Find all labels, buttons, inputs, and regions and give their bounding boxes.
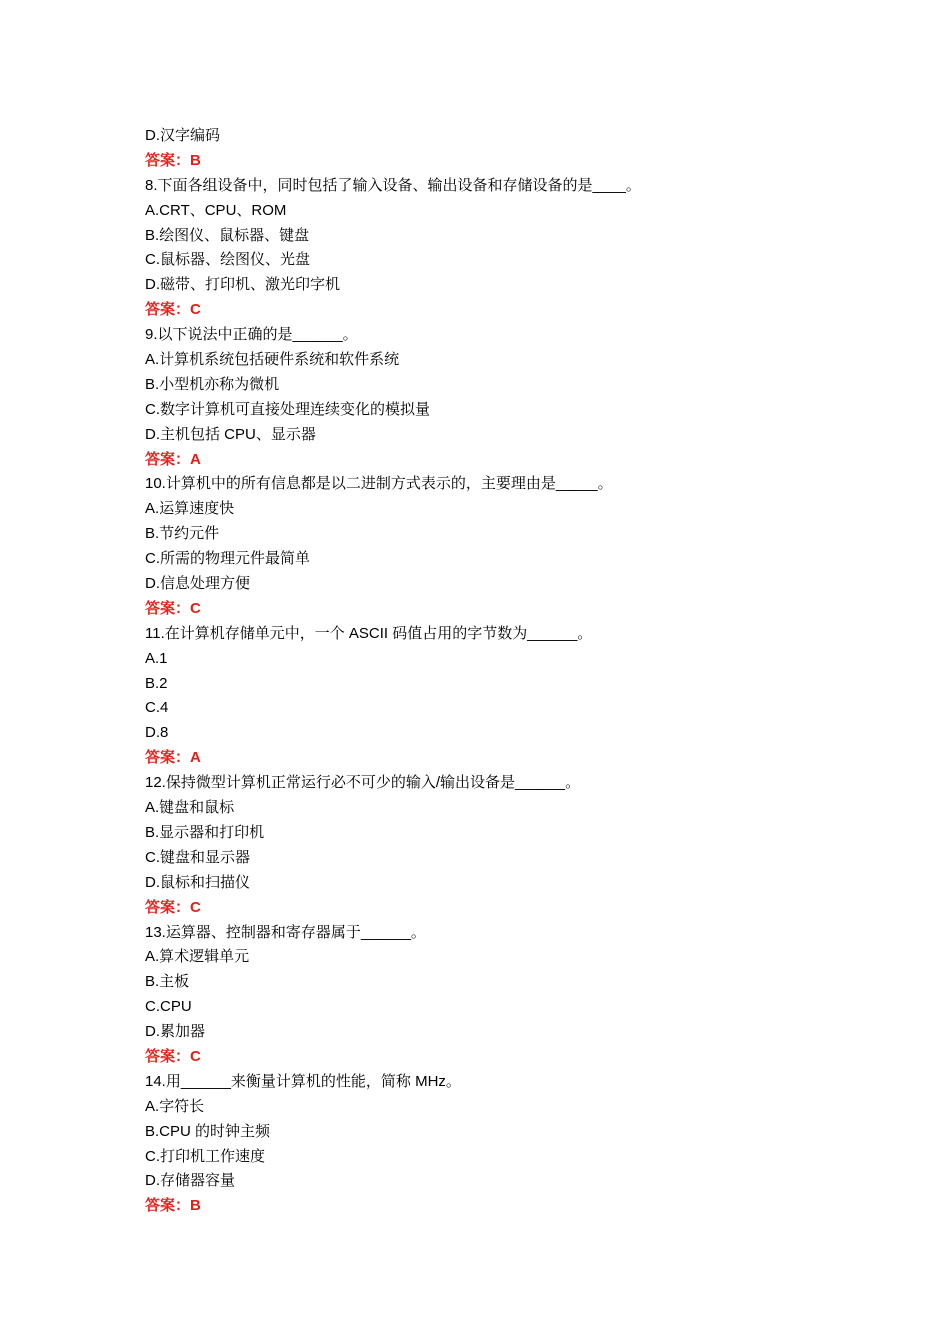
option-text: A.键盘和鼠标	[145, 799, 235, 817]
question-text: 13.运算器、控制器和寄存器属于______。	[145, 923, 426, 941]
option-text: B.显示器和打印机	[145, 823, 265, 841]
option-text: C.键盘和显示器	[145, 848, 251, 866]
option-text: D.存储器容量	[145, 1172, 236, 1190]
option-text: C.鼠标器、绘图仪、光盘	[145, 251, 311, 269]
question-text: 8.下面各组设备中，同时包括了输入设备、输出设备和存储设备的是____。	[145, 176, 641, 194]
document-page	[145, 124, 845, 1219]
answer-text: 答案：C	[145, 599, 201, 617]
option-text: B.主板	[145, 973, 190, 991]
option-text: D.主机包括 CPU、显示器	[145, 425, 316, 443]
question-text: 11.在计算机存储单元中，一个 ASCII 码值占用的字节数为______。	[145, 624, 593, 642]
option-text: B.2	[145, 674, 168, 692]
option-text: B.CPU 的时钟主频	[145, 1122, 271, 1140]
option-text: B.节约元件	[145, 525, 220, 543]
answer-text: 答案：B	[145, 1197, 201, 1215]
option-text: C.CPU	[145, 998, 192, 1016]
answer-text: 答案：C	[145, 898, 201, 916]
option-text: B.绘图仪、鼠标器、键盘	[145, 226, 310, 244]
option-text: D.累加器	[145, 1023, 206, 1041]
option-text: A.算术逻辑单元	[145, 948, 250, 966]
option-text: C.打印机工作速度	[145, 1147, 266, 1165]
option-text: D.汉字编码	[145, 127, 221, 144]
option-text: D.鼠标和扫描仪	[145, 873, 251, 891]
option-text: D.磁带、打印机、激光印字机	[145, 276, 341, 294]
answer-text: 答案：C	[145, 1047, 201, 1065]
option-text: D.8	[145, 724, 169, 742]
question-text: 12.保持微型计算机正常运行必不可少的输入/输出设备是______。	[145, 774, 581, 792]
option-text: C.数字计算机可直接处理连续变化的模拟量	[145, 400, 431, 418]
question-text: 10.计算机中的所有信息都是以二进制方式表示的，主要理由是_____。	[145, 475, 613, 493]
option-text: A.CRT、CPU、ROM	[145, 201, 287, 219]
option-text: C.4	[145, 699, 169, 717]
answer-text: 答案：B	[145, 151, 201, 169]
option-text: D.信息处理方便	[145, 575, 251, 593]
option-text: B.小型机亦称为微机	[145, 375, 280, 393]
answer-text: 答案：C	[145, 301, 201, 319]
answer-text: 答案：A	[145, 450, 201, 468]
question-text: 9.以下说法中正确的是______。	[145, 326, 358, 344]
option-text: A.计算机系统包括硬件系统和软件系统	[145, 351, 400, 369]
option-text: A.1	[145, 649, 168, 667]
option-text: C.所需的物理元件最简单	[145, 550, 311, 568]
question-text: 14.用______来衡量计算机的性能，简称 MHz。	[145, 1072, 461, 1090]
option-text: A.运算速度快	[145, 500, 235, 518]
option-text: A.字符长	[145, 1097, 205, 1115]
answer-text: 答案：A	[145, 749, 201, 767]
